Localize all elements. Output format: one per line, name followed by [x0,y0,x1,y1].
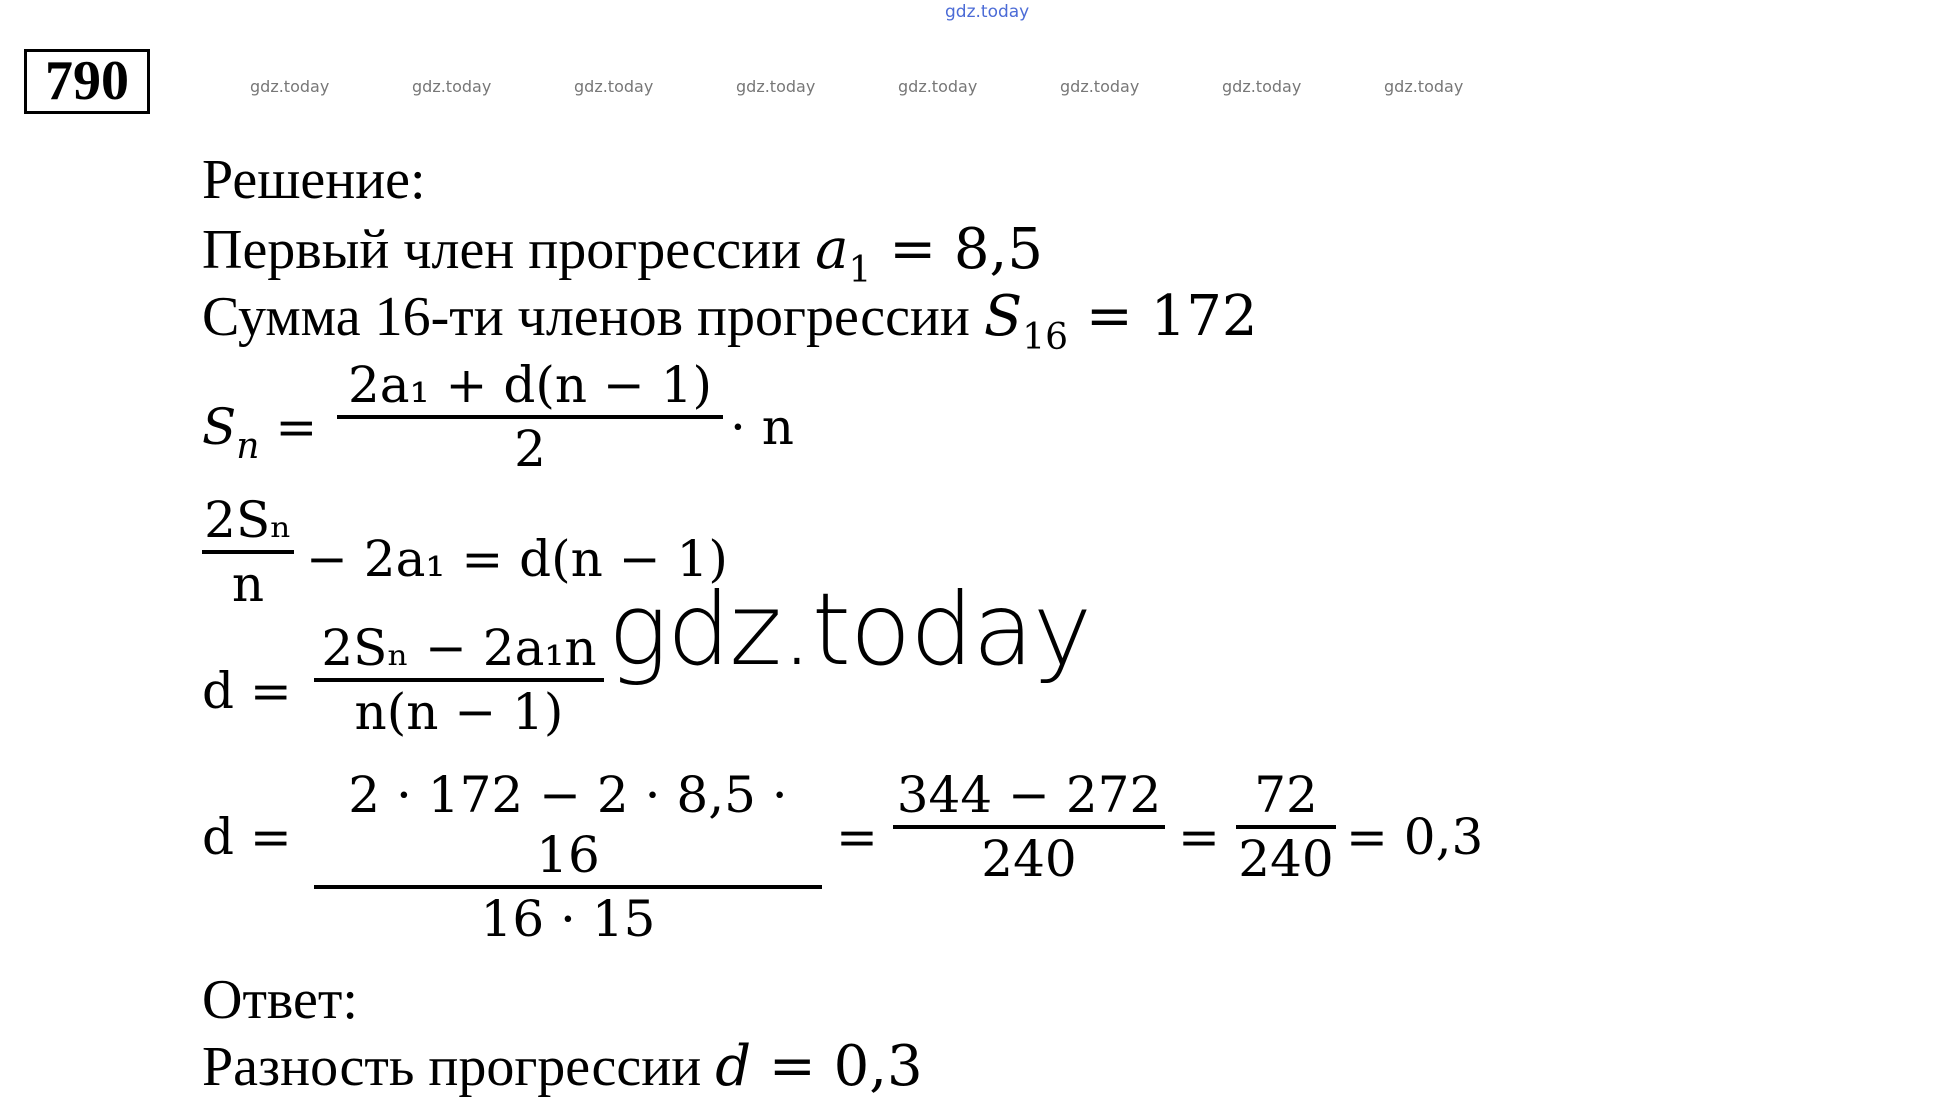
formula-d-numerator: 2Sₙ − 2a₁n [321,619,597,677]
sum-var: S [983,284,1023,349]
problem-number: 790 [24,49,150,114]
formula-sum-lhs [202,398,317,467]
solution-heading: Решение: [202,149,426,211]
calc-eq-2: = [1178,808,1220,866]
watermark: gdz.today [898,77,978,96]
answer-var: d [715,1034,752,1099]
watermark: gdz.today [1384,77,1464,96]
sum-label: Сумма 16-ти членов прогрессии [202,286,984,348]
sum-value: = 172 [1068,284,1258,349]
formula-rearranged-rest: − 2a₁ = d(n − 1) [306,530,728,588]
watermark: gdz.today [1222,77,1302,96]
formula-d-fraction [314,618,604,742]
calc-fraction-1 [314,765,822,949]
calc-fraction-2 [893,765,1165,889]
watermark: gdz.today [574,77,654,96]
answer-label: Разность прогрессии [202,1036,716,1098]
formula-rearranged-fraction [202,490,294,614]
calc-denominator-1: 16 · 15 [480,890,656,948]
big-watermark: gdz.today [608,571,1092,688]
formula-sum-tail: · n [730,398,794,456]
formula-sum-eq: = [275,398,318,456]
formula-sum-denominator: 2 [514,420,546,478]
calc-numerator-2: 344 − 272 [896,766,1162,824]
formula-rearranged-numerator: 2Sₙ [204,491,292,549]
site-watermark: gdz.today [945,2,1030,22]
calc-result: = 0,3 [1346,808,1484,866]
formula-rearranged-denominator: n [231,555,265,613]
answer-value: = 0,3 [751,1034,923,1099]
calc-numerator-1: 2 · 172 − 2 · 8,5 · 16 [348,766,788,884]
formula-sum-fraction [337,355,723,479]
calc-lhs: d = [202,808,292,866]
watermark: gdz.today [250,77,330,96]
formula-sum-numerator: 2a₁ + d(n − 1) [347,356,713,414]
first-term-var: a [815,217,849,282]
calc-fraction-3 [1236,765,1336,889]
first-term-sub: 1 [848,250,872,291]
formula-d-lhs: d = [202,662,292,720]
answer-line [202,1035,923,1099]
watermark: gdz.today [736,77,816,96]
answer-heading: Ответ: [202,969,358,1031]
watermark: gdz.today [1060,77,1140,96]
formula-sum-sub: n [236,426,260,467]
sum-sub: 16 [1022,317,1069,358]
formula-d-denominator: n(n − 1) [354,683,564,741]
formula-sum-var: S [202,398,237,456]
watermark: gdz.today [412,77,492,96]
calc-denominator-3: 240 [1238,830,1334,888]
calc-numerator-3: 72 [1254,766,1318,824]
first-term-label: Первый член прогрессии [202,219,816,281]
first-term-value: = 8,5 [871,217,1043,282]
calc-denominator-2: 240 [981,830,1077,888]
calc-eq-1: = [836,808,878,866]
